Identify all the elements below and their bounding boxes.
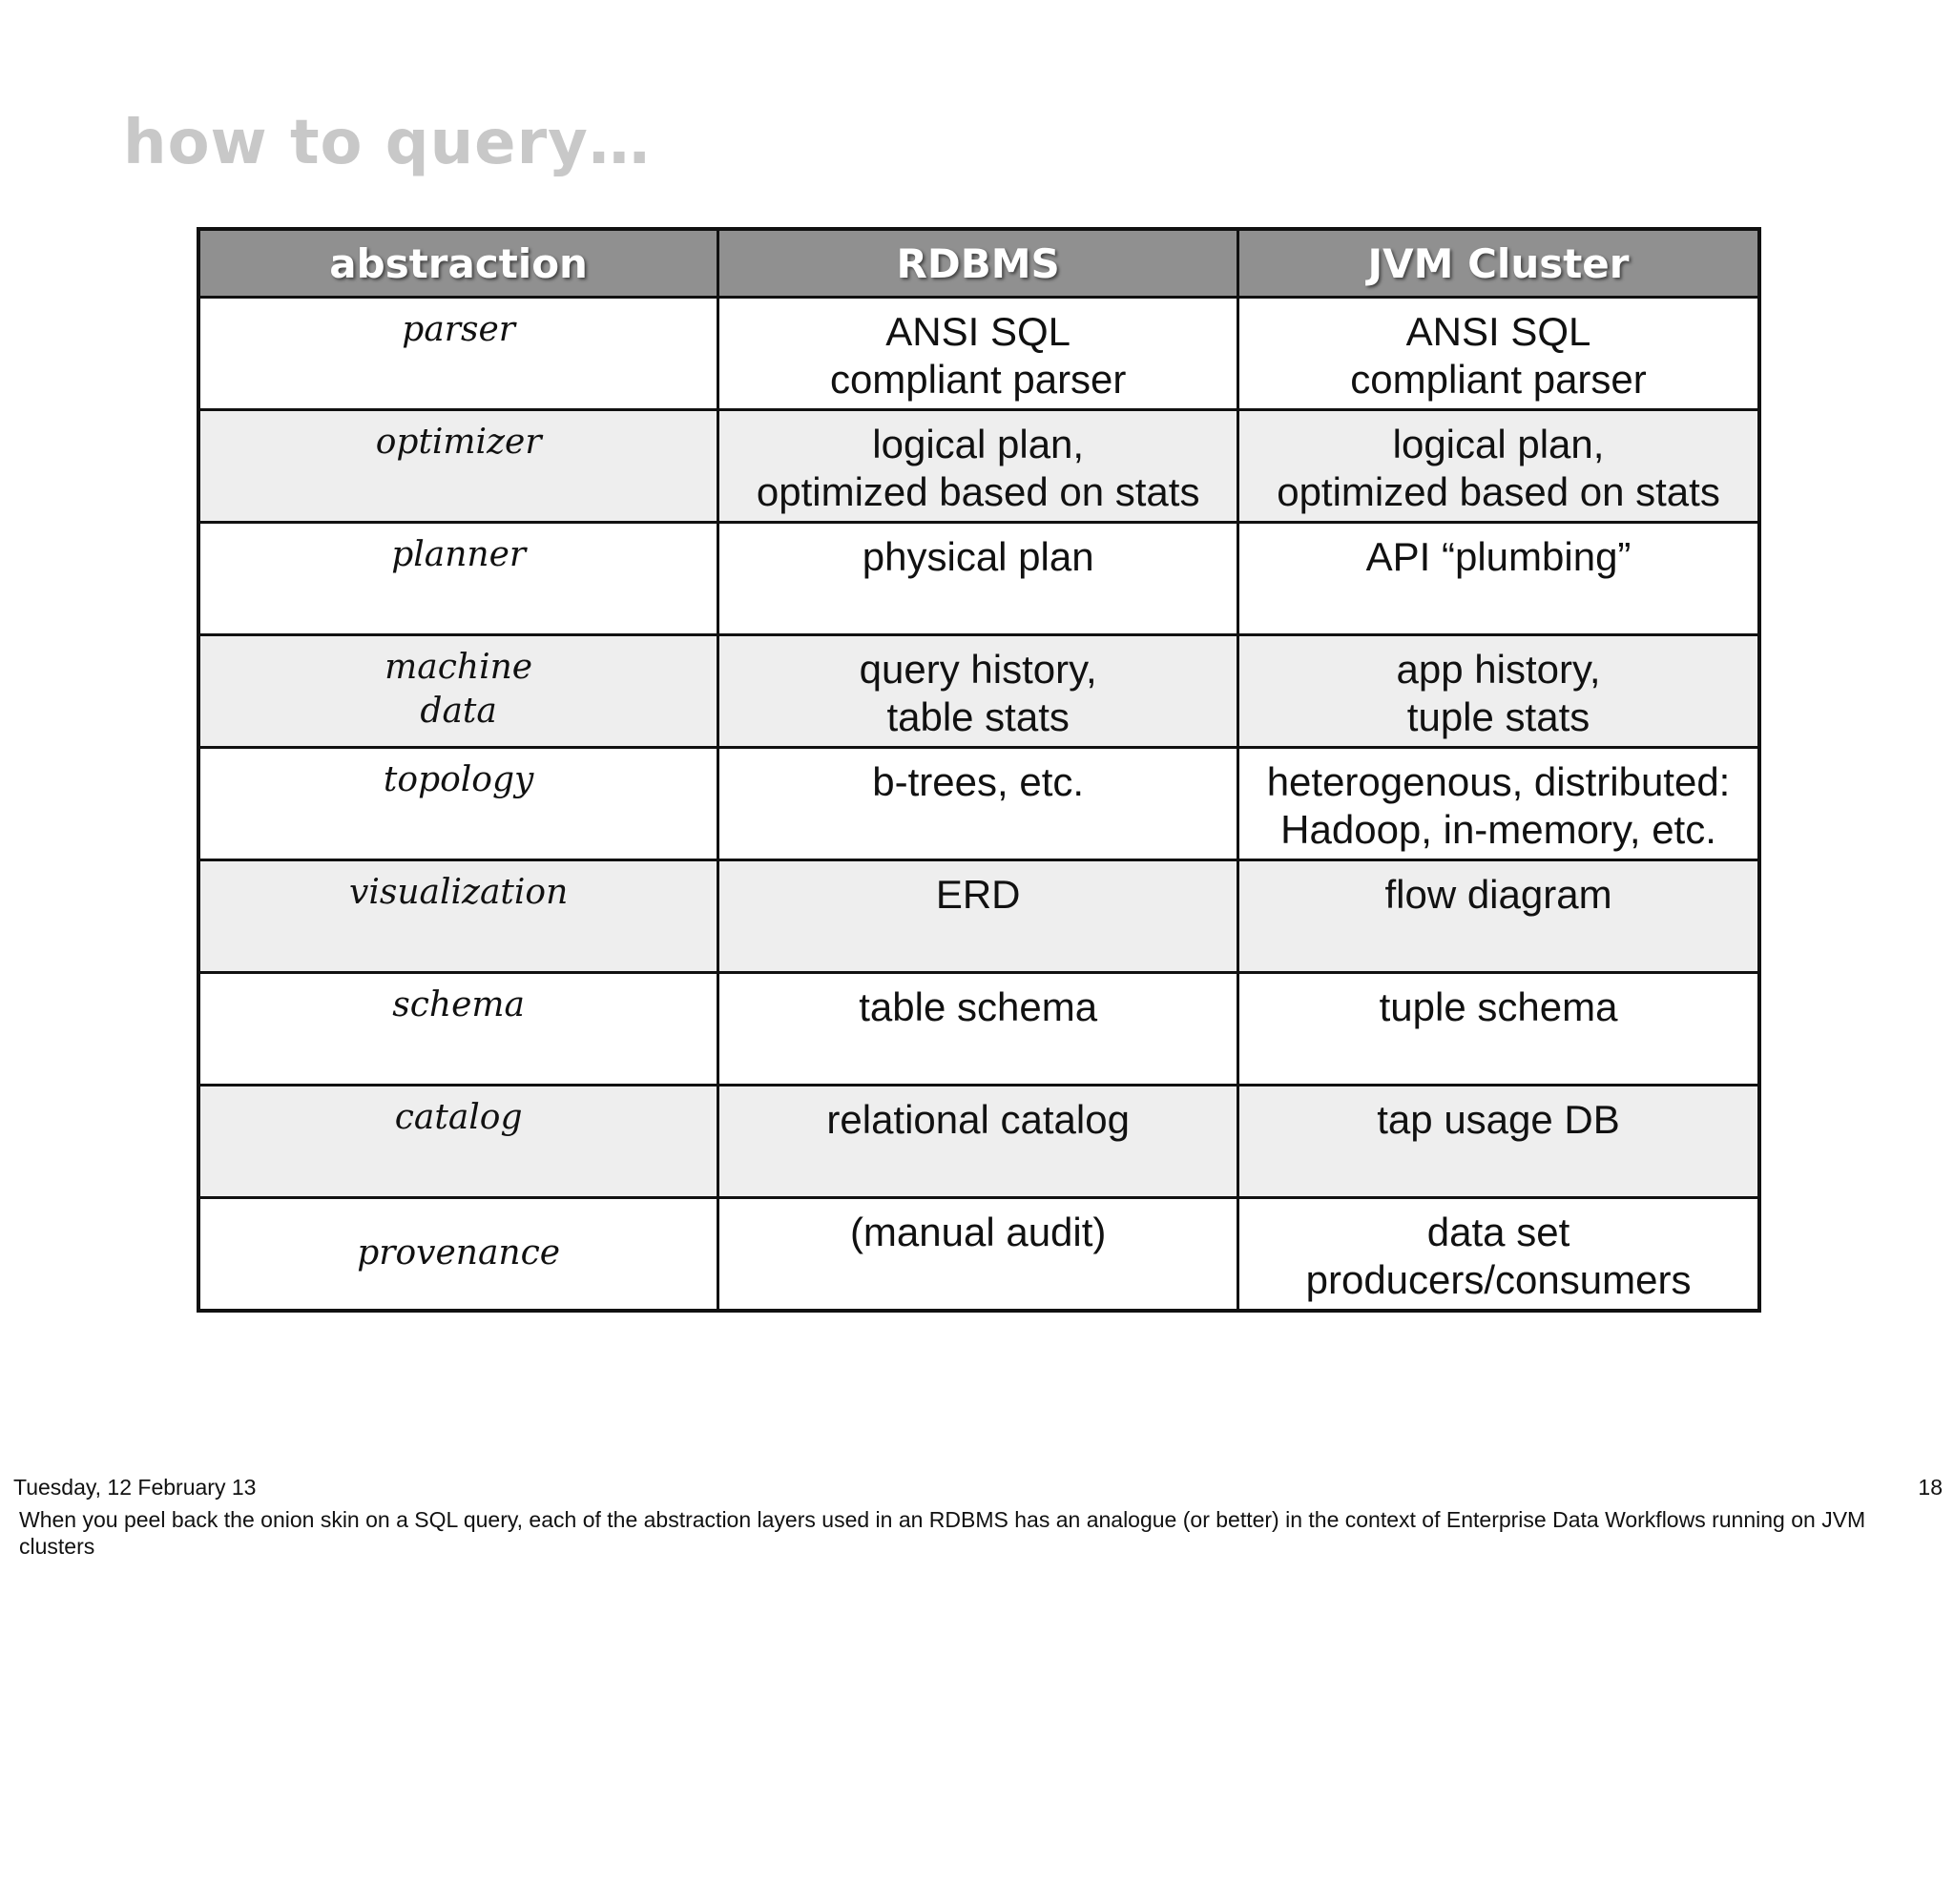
comparison-table <box>197 227 1761 1313</box>
jvm-cell: flow diagram <box>1238 860 1759 973</box>
abstraction-cell: schema <box>198 973 718 1086</box>
jvm-cell: API “plumbing” <box>1238 523 1759 635</box>
footer-date: Tuesday, 12 February 13 <box>13 1475 257 1500</box>
slide-title: how to query… <box>123 108 651 178</box>
table-row <box>198 973 1759 1086</box>
rdbms-cell: logical plan, optimized based on stats <box>718 410 1238 523</box>
table-row <box>198 523 1759 635</box>
table-row <box>198 1086 1759 1198</box>
jvm-cell: data set producers/consumers <box>1238 1198 1759 1311</box>
abstraction-cell: provenance <box>198 1198 718 1311</box>
rdbms-cell: b-trees, etc. <box>718 748 1238 860</box>
table-row <box>198 410 1759 523</box>
abstraction-cell: visualization <box>198 860 718 973</box>
abstraction-cell: catalog <box>198 1086 718 1198</box>
rdbms-cell: (manual audit) <box>718 1198 1238 1311</box>
abstraction-cell: planner <box>198 523 718 635</box>
table-row <box>198 635 1759 748</box>
rdbms-cell: ERD <box>718 860 1238 973</box>
abstraction-cell: parser <box>198 298 718 410</box>
table-row <box>198 748 1759 860</box>
jvm-cell: ANSI SQL compliant parser <box>1238 298 1759 410</box>
abstraction-cell: machine data <box>198 635 718 748</box>
jvm-cell: logical plan, optimized based on stats <box>1238 410 1759 523</box>
rdbms-cell: relational catalog <box>718 1086 1238 1198</box>
page-number: 18 <box>1918 1475 1943 1500</box>
header-jvm-cluster: JVM Cluster <box>1238 229 1759 298</box>
table-row <box>198 1198 1759 1311</box>
jvm-cell: tap usage DB <box>1238 1086 1759 1198</box>
abstraction-cell: topology <box>198 748 718 860</box>
table-row <box>198 860 1759 973</box>
speaker-notes: When you peel back the onion skin on a SQL query, each of the abstraction layers used in an RDBMS has an analogue (or better) in the context of Enterprise Data Workflows running on JVM clusters <box>19 1507 1866 1559</box>
rdbms-cell: table schema <box>718 973 1238 1086</box>
rdbms-cell: ANSI SQL compliant parser <box>718 298 1238 410</box>
jvm-cell: heterogenous, distributed: Hadoop, in-memory, etc. <box>1238 748 1759 860</box>
jvm-cell: app history, tuple stats <box>1238 635 1759 748</box>
table-row <box>198 298 1759 410</box>
header-abstraction: abstraction <box>198 229 718 298</box>
rdbms-cell: query history, table stats <box>718 635 1238 748</box>
abstraction-cell: optimizer <box>198 410 718 523</box>
jvm-cell: tuple schema <box>1238 973 1759 1086</box>
table-header-row <box>198 229 1759 298</box>
header-rdbms: RDBMS <box>718 229 1238 298</box>
rdbms-cell: physical plan <box>718 523 1238 635</box>
